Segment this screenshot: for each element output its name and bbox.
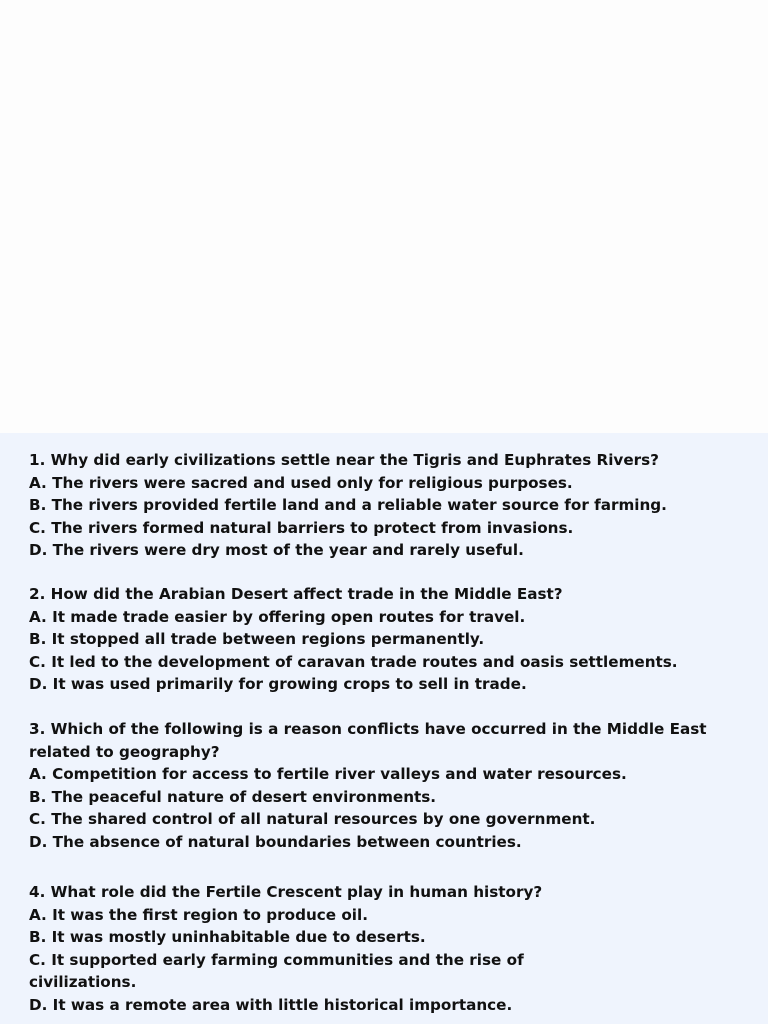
answer-option-a: A. It made trade easier by offering open routes for travel. <box>29 607 526 626</box>
answer-option-d: D. It was a remote area with little historical importance. <box>29 995 513 1014</box>
question-2 <box>29 583 754 696</box>
answer-option-a: A. It was the first region to produce oil. <box>29 905 368 924</box>
answer-option-a: A. Competition for access to fertile river valleys and water resources. <box>29 765 627 783</box>
question-1 <box>29 449 754 562</box>
quiz-panel <box>0 433 768 1024</box>
answer-option-b: B. The peaceful nature of desert environments. <box>29 787 437 806</box>
answer-option-b: B. The rivers provided fertile land and a reliable water source for farming. <box>29 496 667 514</box>
blank-header-area <box>0 0 768 433</box>
question-3 <box>29 718 754 853</box>
question-prompt: 3. Which of the following is a reason conflicts have occurred in the Middle East related to geography? <box>29 720 707 761</box>
question-4 <box>29 881 754 1016</box>
answer-option-d: D. The absence of natural boundaries between countries. <box>29 832 522 851</box>
answer-option-a: A. The rivers were sacred and used only for religious purposes. <box>29 473 573 492</box>
answer-option-c: C. The rivers formed natural barriers to protect from invasions. <box>29 518 574 537</box>
answer-option-c: C. It led to the development of caravan trade routes and oasis settlements. <box>29 652 678 671</box>
answer-option-d: D. The rivers were dry most of the year and rarely useful. <box>29 541 524 559</box>
answer-option-d: D. It was used primarily for growing crops to sell in trade. <box>29 675 527 693</box>
question-prompt: 2. How did the Arabian Desert affect trade in the Middle East? <box>29 585 563 603</box>
question-prompt: 1. Why did early civilizations settle near the Tigris and Euphrates Rivers? <box>29 451 659 469</box>
answer-option-b: B. It stopped all trade between regions permanently. <box>29 630 485 648</box>
answer-option-b: B. It was mostly uninhabitable due to deserts. <box>29 928 426 946</box>
question-prompt: 4. What role did the Fertile Crescent play in human history? <box>29 883 543 901</box>
answer-option-c: C. It supported early farming communities and the rise of civilizations. <box>29 950 524 991</box>
answer-option-c: C. The shared control of all natural resources by one government. <box>29 810 596 828</box>
